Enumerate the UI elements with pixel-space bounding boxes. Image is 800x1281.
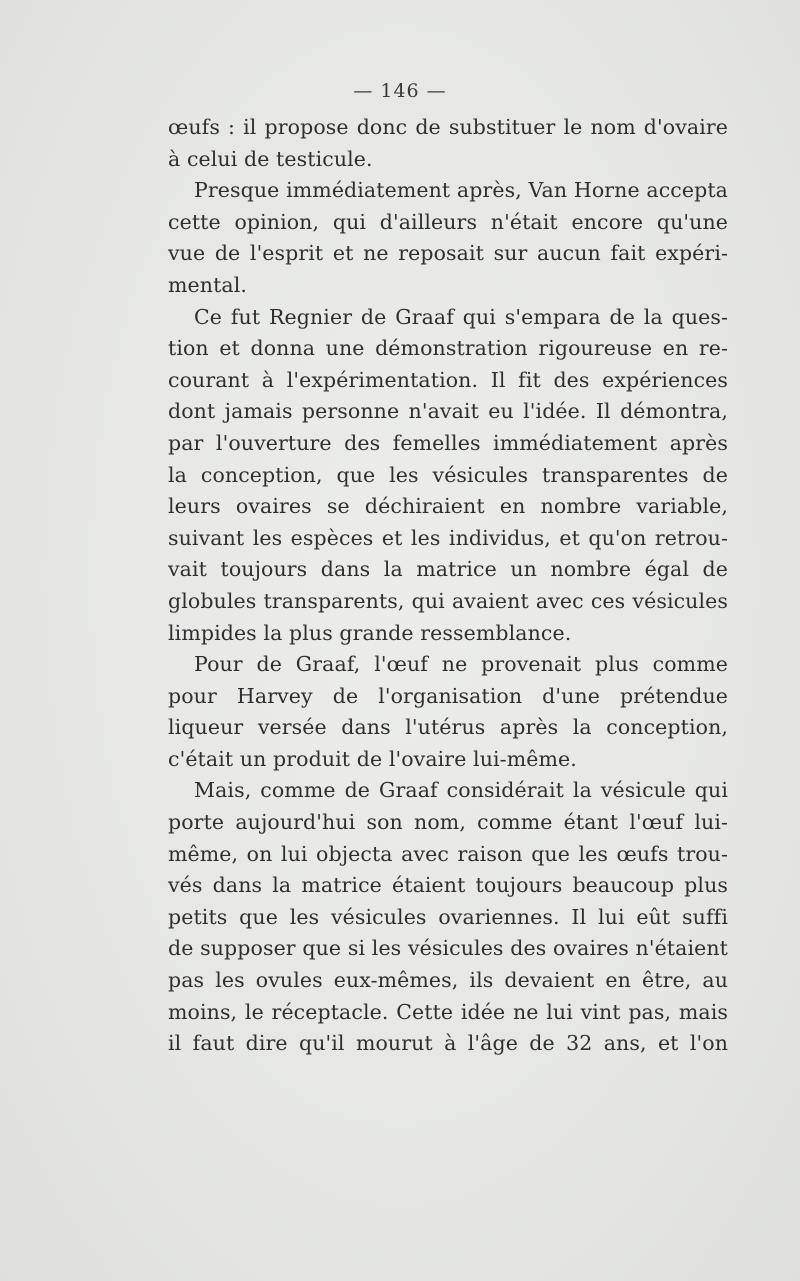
text-line: c'était un produit de l'ovaire lui-même. — [168, 746, 577, 771]
body-text — [168, 112, 728, 1060]
text-line: limpides la plus grande ressemblance. — [168, 620, 572, 645]
text-line: petits que les vésicules ovariennes. Il lui eût suffi — [168, 904, 728, 929]
text-line: par l'ouverture des femelles immédiatement après — [168, 430, 728, 455]
text-line: courant à l'expérimentation. Il fit des expériences — [168, 367, 728, 392]
text-line: dont jamais personne n'avait eu l'idée. Il démontra, — [168, 399, 728, 424]
text-line: Presque immédiatement après, Van Horne accepta — [194, 178, 728, 203]
text-line: à celui de testicule. — [168, 146, 373, 171]
text-line: globules transparents, qui avaient avec ces vésicules — [168, 588, 728, 613]
text-line: Ce fut Regnier de Graaf qui s'empara de la ques- — [194, 304, 728, 329]
text-line: Mais, comme de Graaf considérait la vésicule qui — [194, 778, 728, 803]
text-line: porte aujourd'hui son nom, comme étant l'œuf lui- — [168, 810, 728, 835]
text-line: liqueur versée dans l'utérus après la conception, — [168, 715, 728, 740]
text-line: tion et donna une démonstration rigoureuse en re- — [168, 336, 728, 361]
paragraph — [168, 112, 728, 175]
text-line: mental. — [168, 272, 248, 297]
paragraph — [168, 649, 728, 775]
text-line: vés dans la matrice étaient toujours beaucoup plus — [168, 873, 728, 898]
text-line: il faut dire qu'il mourut à l'âge de 32 ans, et l'on — [168, 1031, 728, 1056]
page-number: — 146 — — [353, 80, 447, 102]
text-line: même, on lui objecta avec raison que les œufs trou- — [168, 841, 728, 866]
paragraph — [168, 775, 728, 1059]
text-line: moins, le réceptacle. Cette idée ne lui vint pas, mais — [168, 999, 728, 1024]
text-line: de supposer que si les vésicules des ovaires n'étaient — [168, 936, 728, 961]
text-line: pour Harvey de l'organisation d'une prétendue — [168, 683, 728, 708]
text-line: Pour de Graaf, l'œuf ne provenait plus comme — [194, 652, 728, 677]
text-line: cette opinion, qui d'ailleurs n'était encore qu'une — [168, 209, 728, 234]
text-line: pas les ovules eux-mêmes, ils devaient en être, au — [168, 968, 728, 993]
paragraph — [168, 302, 728, 650]
text-line: vait toujours dans la matrice un nombre égal de — [168, 557, 728, 582]
text-line: suivant les espèces et les individus, et qu'on retrou- — [168, 525, 728, 550]
text-line: leurs ovaires se déchiraient en nombre variable, — [168, 494, 728, 519]
text-line: vue de l'esprit et ne reposait sur aucun fait expéri- — [168, 241, 728, 266]
text-line: la conception, que les vésicules transparentes de — [168, 462, 728, 487]
text-line: œufs : il propose donc de substituer le nom d'ovaire — [168, 115, 728, 139]
paragraph — [168, 175, 728, 301]
